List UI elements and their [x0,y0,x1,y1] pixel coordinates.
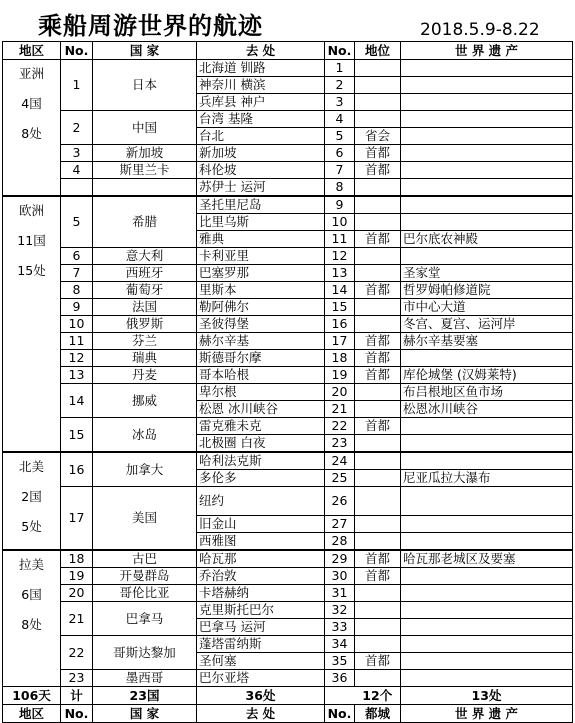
status [355,452,401,470]
heritage [401,162,573,179]
status: 首都 [355,145,401,162]
header-status: 地位 [355,42,401,60]
heritage [401,77,573,94]
header-row [3,42,573,60]
heritage [401,435,573,453]
country-name: 希腊 [93,196,197,248]
place-no: 25 [325,470,355,487]
country-name: 意大利 [93,248,197,265]
total-spacer [325,687,355,705]
destination: 比里乌斯 [197,214,325,231]
country-name: 斯里兰卡 [93,162,197,179]
destination: 赫尔辛基 [197,333,325,350]
destination: 雷克雅未克 [197,418,325,435]
country-no: 15 [61,418,93,453]
country-name: 丹麦 [93,367,197,384]
country-no: 1 [61,60,93,111]
place-no: 9 [325,196,355,214]
header-region: 地区 [3,42,61,60]
heritage [401,94,573,111]
footer-header-place-no: No. [325,705,355,723]
destination: 台北 [197,128,325,145]
table-row [3,487,573,516]
status [355,214,401,231]
table-row [3,265,573,282]
header-country: 国 家 [93,42,197,60]
status: 首都 [355,367,401,384]
destination: 圣托里尼岛 [197,196,325,214]
header-destination: 去 处 [197,42,325,60]
footer-header-no: No. [61,705,93,723]
destination: 北海道 钏路 [197,60,325,77]
destination: 哈瓦那 [197,550,325,568]
status [355,299,401,316]
table-row [3,248,573,265]
region-label: 8处 [21,126,42,141]
heritage [401,111,573,128]
country-name: 葡萄牙 [93,282,197,299]
place-no: 27 [325,516,355,533]
destination: 卑尔根 [197,384,325,401]
place-no: 33 [325,619,355,636]
place-no: 16 [325,316,355,333]
status [355,401,401,418]
place-no: 12 [325,248,355,265]
place-no: 8 [325,179,355,197]
destination: 多伦多 [197,470,325,487]
heritage [401,179,573,197]
table-row [3,568,573,585]
region-label: 亚洲 [18,66,44,81]
heritage [401,248,573,265]
heritage: 松恩冰川峡谷 [401,401,573,418]
status: 首都 [355,333,401,350]
status [355,636,401,653]
place-no: 22 [325,418,355,435]
table-row [3,162,573,179]
destination: 北极圈 白夜 [197,435,325,453]
country-name: 新加坡 [93,145,197,162]
region-cell-latin-america [3,550,61,687]
heritage [401,533,573,551]
header-heritage: 世 界 遗 产 [401,42,573,60]
table-row [3,196,573,214]
status [355,470,401,487]
table-row [3,282,573,299]
status [355,384,401,401]
country-no: 11 [61,333,93,350]
total-places: 36处 [197,687,325,705]
country-no: 20 [61,585,93,602]
country-name: 墨西哥 [93,670,197,687]
heritage [401,516,573,533]
country-name: 俄罗斯 [93,316,197,333]
table-row [3,602,573,619]
destination: 勒阿佛尔 [197,299,325,316]
heritage [401,487,573,516]
place-no: 35 [325,653,355,670]
country-no: 2 [61,111,93,145]
header-place-no: No. [325,42,355,60]
page-title: 乘船周游世界的航迹 [38,12,263,40]
status [355,585,401,602]
place-no: 24 [325,452,355,470]
heritage: 哲罗姆帕修道院 [401,282,573,299]
place-no: 36 [325,670,355,687]
status: 省会 [355,128,401,145]
status [355,316,401,333]
country-no: 18 [61,550,93,568]
status [355,60,401,77]
destination: 圣何塞 [197,653,325,670]
destination: 斯德哥尔摩 [197,350,325,367]
heritage [401,619,573,636]
destination: 巴拿马 运河 [197,619,325,636]
status [355,196,401,214]
table-row [3,670,573,687]
place-no: 29 [325,550,355,568]
country-no: 12 [61,350,93,367]
region-label: 2国 [21,489,42,504]
country-name: 哥斯达黎加 [93,636,197,670]
heritage [401,350,573,367]
table-row [3,179,573,197]
destination: 纽约 [197,487,325,516]
place-no: 21 [325,401,355,418]
heritage [401,568,573,585]
place-no: 34 [325,636,355,653]
place-no: 17 [325,333,355,350]
country-no: 13 [61,367,93,384]
country-no: 3 [61,145,93,162]
place-no: 3 [325,94,355,111]
destination: 苏伊士 运河 [197,179,325,197]
destination: 神奈川 横滨 [197,77,325,94]
region-label: 欧洲 [18,203,44,218]
status: 首都 [355,653,401,670]
heritage: 尼亚瓜拉大瀑布 [401,470,573,487]
country-name: 日本 [93,60,197,111]
place-no: 11 [325,231,355,248]
destination: 雅典 [197,231,325,248]
table-row [3,299,573,316]
table-row [3,111,573,128]
destination: 松恩 冰川峡谷 [197,401,325,418]
status [355,265,401,282]
place-no: 13 [325,265,355,282]
header-no: No. [61,42,93,60]
heritage [401,653,573,670]
status [355,602,401,619]
place-no: 18 [325,350,355,367]
place-no: 7 [325,162,355,179]
destination: 巴塞罗那 [197,265,325,282]
place-no: 2 [325,77,355,94]
destination: 哈利法克斯 [197,452,325,470]
status [355,533,401,551]
heritage [401,670,573,687]
footer-header-destination: 去 处 [197,705,325,723]
country-name: 开曼群岛 [93,568,197,585]
place-no: 28 [325,533,355,551]
table-row [3,145,573,162]
totals-row [3,687,573,705]
table-row [3,60,573,77]
heritage: 库伦城堡 (汉姆莱特) [401,367,573,384]
place-no: 26 [325,487,355,516]
status [355,77,401,94]
status: 首都 [355,282,401,299]
table-row [3,452,573,470]
country-no: 22 [61,636,93,670]
total-label: 计 [61,687,93,705]
region-label: 6国 [21,587,42,602]
status: 首都 [355,550,401,568]
country-name: 挪威 [93,384,197,418]
region-label: 15处 [17,263,46,278]
status [355,670,401,687]
destination: 卡塔赫纳 [197,585,325,602]
table-row [3,333,573,350]
destination: 新加坡 [197,145,325,162]
country-no: 17 [61,487,93,551]
destination: 兵库县 神户 [197,94,325,111]
status [355,248,401,265]
heritage [401,145,573,162]
table-row [3,384,573,401]
status [355,111,401,128]
heritage: 圣家堂 [401,265,573,282]
table-body [3,60,573,687]
table-row [3,418,573,435]
heritage [401,128,573,145]
heritage [401,214,573,231]
destination: 旧金山 [197,516,325,533]
country-no: 7 [61,265,93,282]
destination: 圣彼得堡 [197,316,325,333]
table-row [3,367,573,384]
footer-header-capital: 都城 [355,705,401,723]
destination: 巴尔亚塔 [197,670,325,687]
heritage [401,60,573,77]
country-name: 瑞典 [93,350,197,367]
country-name: 中国 [93,111,197,145]
place-no: 1 [325,60,355,77]
heritage [401,418,573,435]
heritage [401,602,573,619]
footer-header-region: 地区 [3,705,61,723]
place-no: 32 [325,602,355,619]
status: 首都 [355,162,401,179]
region-cell-asia [3,60,61,197]
country-name: 美国 [93,487,197,551]
place-no: 23 [325,435,355,453]
destination: 西雅图 [197,533,325,551]
place-no: 14 [325,282,355,299]
destination: 蓬塔雷纳斯 [197,636,325,653]
status [355,619,401,636]
place-no: 30 [325,568,355,585]
total-heritage: 13处 [401,687,573,705]
heritage: 布吕根地区鱼市场 [401,384,573,401]
heritage [401,585,573,602]
place-no: 31 [325,585,355,602]
status: 首都 [355,231,401,248]
country-name: 冰岛 [93,418,197,453]
footer-header-heritage: 世 界 遗 产 [401,705,573,723]
place-no: 20 [325,384,355,401]
destination: 卡利亚里 [197,248,325,265]
table-row [3,350,573,367]
total-days: 106天 [3,687,61,705]
country-name: 古巴 [93,550,197,568]
destination: 克里斯托巴尔 [197,602,325,619]
status [355,487,401,516]
status: 首都 [355,350,401,367]
country-no: 14 [61,384,93,418]
heritage [401,636,573,653]
table-row [3,550,573,568]
date-range: 2018.5.9-8.22 [420,20,540,40]
footer-header-country: 国 家 [93,705,197,723]
heritage: 冬宫、夏宫、运河岸 [401,316,573,333]
country-name: 加拿大 [93,452,197,487]
place-no: 10 [325,214,355,231]
country-name: 哥伦比亚 [93,585,197,602]
region-label: 11国 [17,233,46,248]
status [355,94,401,111]
voyage-table [2,41,573,723]
status: 首都 [355,568,401,585]
country-no: 19 [61,568,93,585]
status [355,516,401,533]
country-name: 芬兰 [93,333,197,350]
region-label: 5处 [21,519,42,534]
country-no: 9 [61,299,93,316]
country-no: 4 [61,162,93,179]
heritage: 哈瓦那老城区及要塞 [401,550,573,568]
region-cell-north-america [3,452,61,550]
region-label: 8处 [21,617,42,632]
heritage: 市中心大道 [401,299,573,316]
table-row [3,316,573,333]
country-no [61,179,93,197]
country-no: 10 [61,316,93,333]
country-no: 6 [61,248,93,265]
country-no: 21 [61,602,93,636]
region-cell-europe [3,196,61,452]
place-no: 19 [325,367,355,384]
country-name: 法国 [93,299,197,316]
total-countries: 23国 [93,687,197,705]
place-no: 4 [325,111,355,128]
region-label: 拉美 [18,557,44,572]
place-no: 15 [325,299,355,316]
country-name [93,179,197,197]
destination: 哥本哈根 [197,367,325,384]
heritage: 巴尔底农神殿 [401,231,573,248]
place-no: 6 [325,145,355,162]
heritage [401,452,573,470]
table-row [3,585,573,602]
status: 首都 [355,418,401,435]
destination: 台湾 基隆 [197,111,325,128]
status [355,435,401,453]
destination: 乔治敦 [197,568,325,585]
region-label: 北美 [18,459,44,474]
country-name: 西班牙 [93,265,197,282]
place-no: 5 [325,128,355,145]
table-row [3,636,573,653]
country-no: 5 [61,196,93,248]
heritage: 赫尔辛基要塞 [401,333,573,350]
heritage [401,196,573,214]
region-label: 4国 [21,96,42,111]
country-no: 8 [61,282,93,299]
total-capitals: 12个 [355,687,401,705]
destination: 里斯本 [197,282,325,299]
country-name: 巴拿马 [93,602,197,636]
destination: 科伦坡 [197,162,325,179]
country-no: 23 [61,670,93,687]
status [355,179,401,197]
country-no: 16 [61,452,93,487]
